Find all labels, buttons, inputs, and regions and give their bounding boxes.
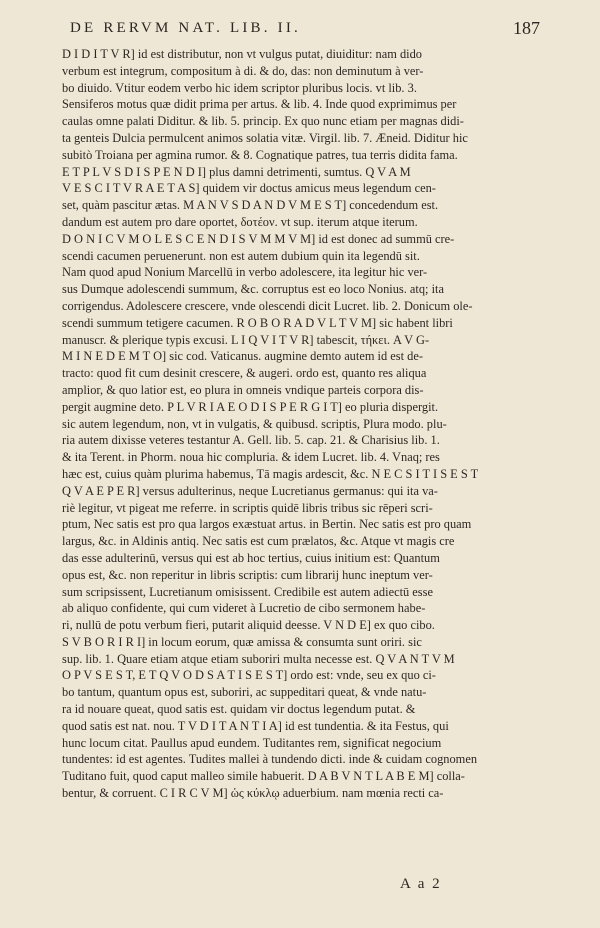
text-line: ta genteis Dulcia permulcent animos solatia vitæ. Virgil. lib. 7. Æneid. Diditur hic	[62, 130, 468, 145]
text-line: amplior, & quo latior est, eo plura in omneis vndique parteis corpora dis-	[62, 382, 424, 397]
text-line: riè legitur, vt pigeat me referre. in scriptis quidē libris tribus sic rēperi scri-	[62, 500, 433, 515]
text-line: M I N E D E M T O] sic cod. Vaticanus. augmine demto autem id est de-	[62, 349, 423, 364]
text-line: D O N I C V M O L E S C E N D I S V M M V M] id est donec ad summū cre-	[62, 231, 455, 246]
text-line: S V B O R I R I] in locum eorum, quæ amissa & consumta sunt oriri. sic	[62, 634, 422, 649]
text-line: subitò Troiana per agmina rumor. & 8. Cognatique patres, tua terris didita fama.	[62, 147, 458, 162]
text-line: E T P L V S D I S P E N D I] plus damni detrimenti, sumtus. Q V A M	[62, 164, 411, 179]
text-line: Sensiferos motus quæ didit prima per artus. & lib. 4. Inde quod exprimimus per	[62, 97, 457, 112]
signature-mark: A a 2	[400, 876, 442, 892]
text-line: Nam quod apud Nonium Marcellū in verbo adolescere, ita legitur hic ver-	[62, 265, 428, 280]
text-line: caulas omne palati Diditur. & lib. 5. princip. Ex quo nunc etiam per magnas didi-	[62, 114, 464, 129]
text-line: bo tantum, quantum opus est, suboriri, ac suppeditari queat, & vnde natu-	[62, 685, 427, 700]
text-line: set, quàm pascitur ætas. M A N V S D A N D V M E S T] concedendum est.	[62, 198, 439, 213]
page-number: 187	[513, 18, 540, 38]
text-line: ri, nullū de potu verbum fieri, putarit aliquid deesse. V N D E] ex quo cibo.	[62, 618, 435, 633]
text-line: das esse adulterinū, versus qui est ab hoc tertius, cuius initium est: Quantum	[62, 550, 440, 565]
page-footer	[62, 876, 540, 898]
text-line: Tuditano fuit, quod caput malleo simile habuerit. D A B V N T L A B E M] colla-	[62, 769, 465, 784]
text-line: scendi cacumen peruenerunt. non est autem dubium quin ita legendū sit.	[62, 248, 420, 263]
text-line: & ita Terent. in Phorm. noua hic compluria. & idem Lucret. lib. 4. Vnaq; res	[62, 450, 440, 465]
page-header	[70, 20, 540, 44]
text-line: D I D I T V R] id est distributur, non vt vulgus putat, diuiditur: nam dido	[62, 47, 422, 61]
text-line: dandum est autem pro dare oportet, δοτέον. vt sup. iterum atque iterum.	[62, 214, 418, 229]
text-line: bentur, & corruent. C I R C V M] ὡς κύκλῳ aduerbium. nam mœnia recti ca-	[62, 786, 444, 801]
running-title: DE RERVM NAT. LIB. II.	[70, 20, 301, 36]
text-line: tundentes: id est agentes. Tudites mallei à tundendo dicti. inde & cuidam cognomen	[62, 752, 478, 767]
text-line: corrigendus. Adolescere crescere, vnde olescendi dicit Lucret. lib. 2. Donicum ole-	[62, 298, 473, 313]
text-line: largus, &c. in Aldinis antiq. Nec satis est cum prælatos, &c. Atque vt magis cre	[62, 534, 455, 549]
text-line: ria autem dixisse veteres testantur A. Gell. lib. 5. cap. 21. & Charisius lib. 1.	[62, 433, 440, 448]
text-line: tracto: quod fit cum desinit crescere, & augeri. ordo est, quanto res aliqua	[62, 366, 427, 381]
text-line: bo diuido. Vtitur eodem verbo hic idem scriptor pluribus locis. vt lib. 3.	[62, 80, 417, 95]
text-line: manuscr. & plerique typis excusi. L I Q V I T V R] tabescit, τήκει. A V G-	[62, 332, 430, 347]
text-line: Q V A E P E R] versus adulterinus, neque Lucretianus germanus: qui ita va-	[62, 483, 438, 498]
text-line: ab aliquo confidente, qui cum videret à Lucretio de cibo sermonem habe-	[62, 601, 426, 616]
text-line: scendi summum tetigere cacumen. R O B O R A D V L T V M] sic habent libri	[62, 315, 453, 330]
text-line: sus Dumque adolescendi summum, &c. corruptus est eo loco Nonius. atq; ita	[62, 282, 444, 297]
text-line: ra id nouare queat, quod satis est. quidam vir doctus legendum putat. &	[62, 702, 416, 717]
text-line: opus est, &c. non reperitur in libris scriptis: cum librarij hunc ineptum ver-	[62, 567, 433, 582]
text-line: pergit augmine deto. P L V R I A E O D I S P E R G I T] eo pluria dispergit.	[62, 399, 439, 414]
text-line: O P V S E S T, E T Q V O D S A T I S E S T] ordo est: vnde, seu ex quo ci-	[62, 668, 436, 683]
text-line: sup. lib. 1. Quare etiam atque etiam suboriri multa necesse est. Q V A N T V M	[62, 651, 455, 666]
text-line: V E S C I T V R A E T A S] quidem vir doctus amicus meus legendum cen-	[62, 181, 436, 196]
text-line: quod satis est nat. nou. T V D I T A N T I A] id est tundentia. & ita Festus, qui	[62, 718, 449, 733]
text-line: hæc est, cuius quàm plurima habemus, Tā magis ardescit, &c. N E C S I T I S E S T	[62, 466, 479, 481]
text-line: sic autem legendum, non, vt in vulgatis, & quibusd. scriptis, Plura modo. plu-	[62, 416, 447, 431]
text-line: hunc locum citat. Paullus apud eundem. Tuditantes rem, significat negocium	[62, 735, 442, 750]
text-line: sum scripsissent, Lucretianum omisissent. Credibile est autem adiectū esse	[62, 584, 433, 599]
text-line: ptum, Nec satis est pro qua largos exæstuat artus. in Bertin. Nec satis est pro quam	[62, 517, 472, 532]
commentary-text	[62, 46, 540, 802]
text-line: verbum est integrum, compositum à di. & do, das: non deminutum à ver-	[62, 63, 424, 78]
